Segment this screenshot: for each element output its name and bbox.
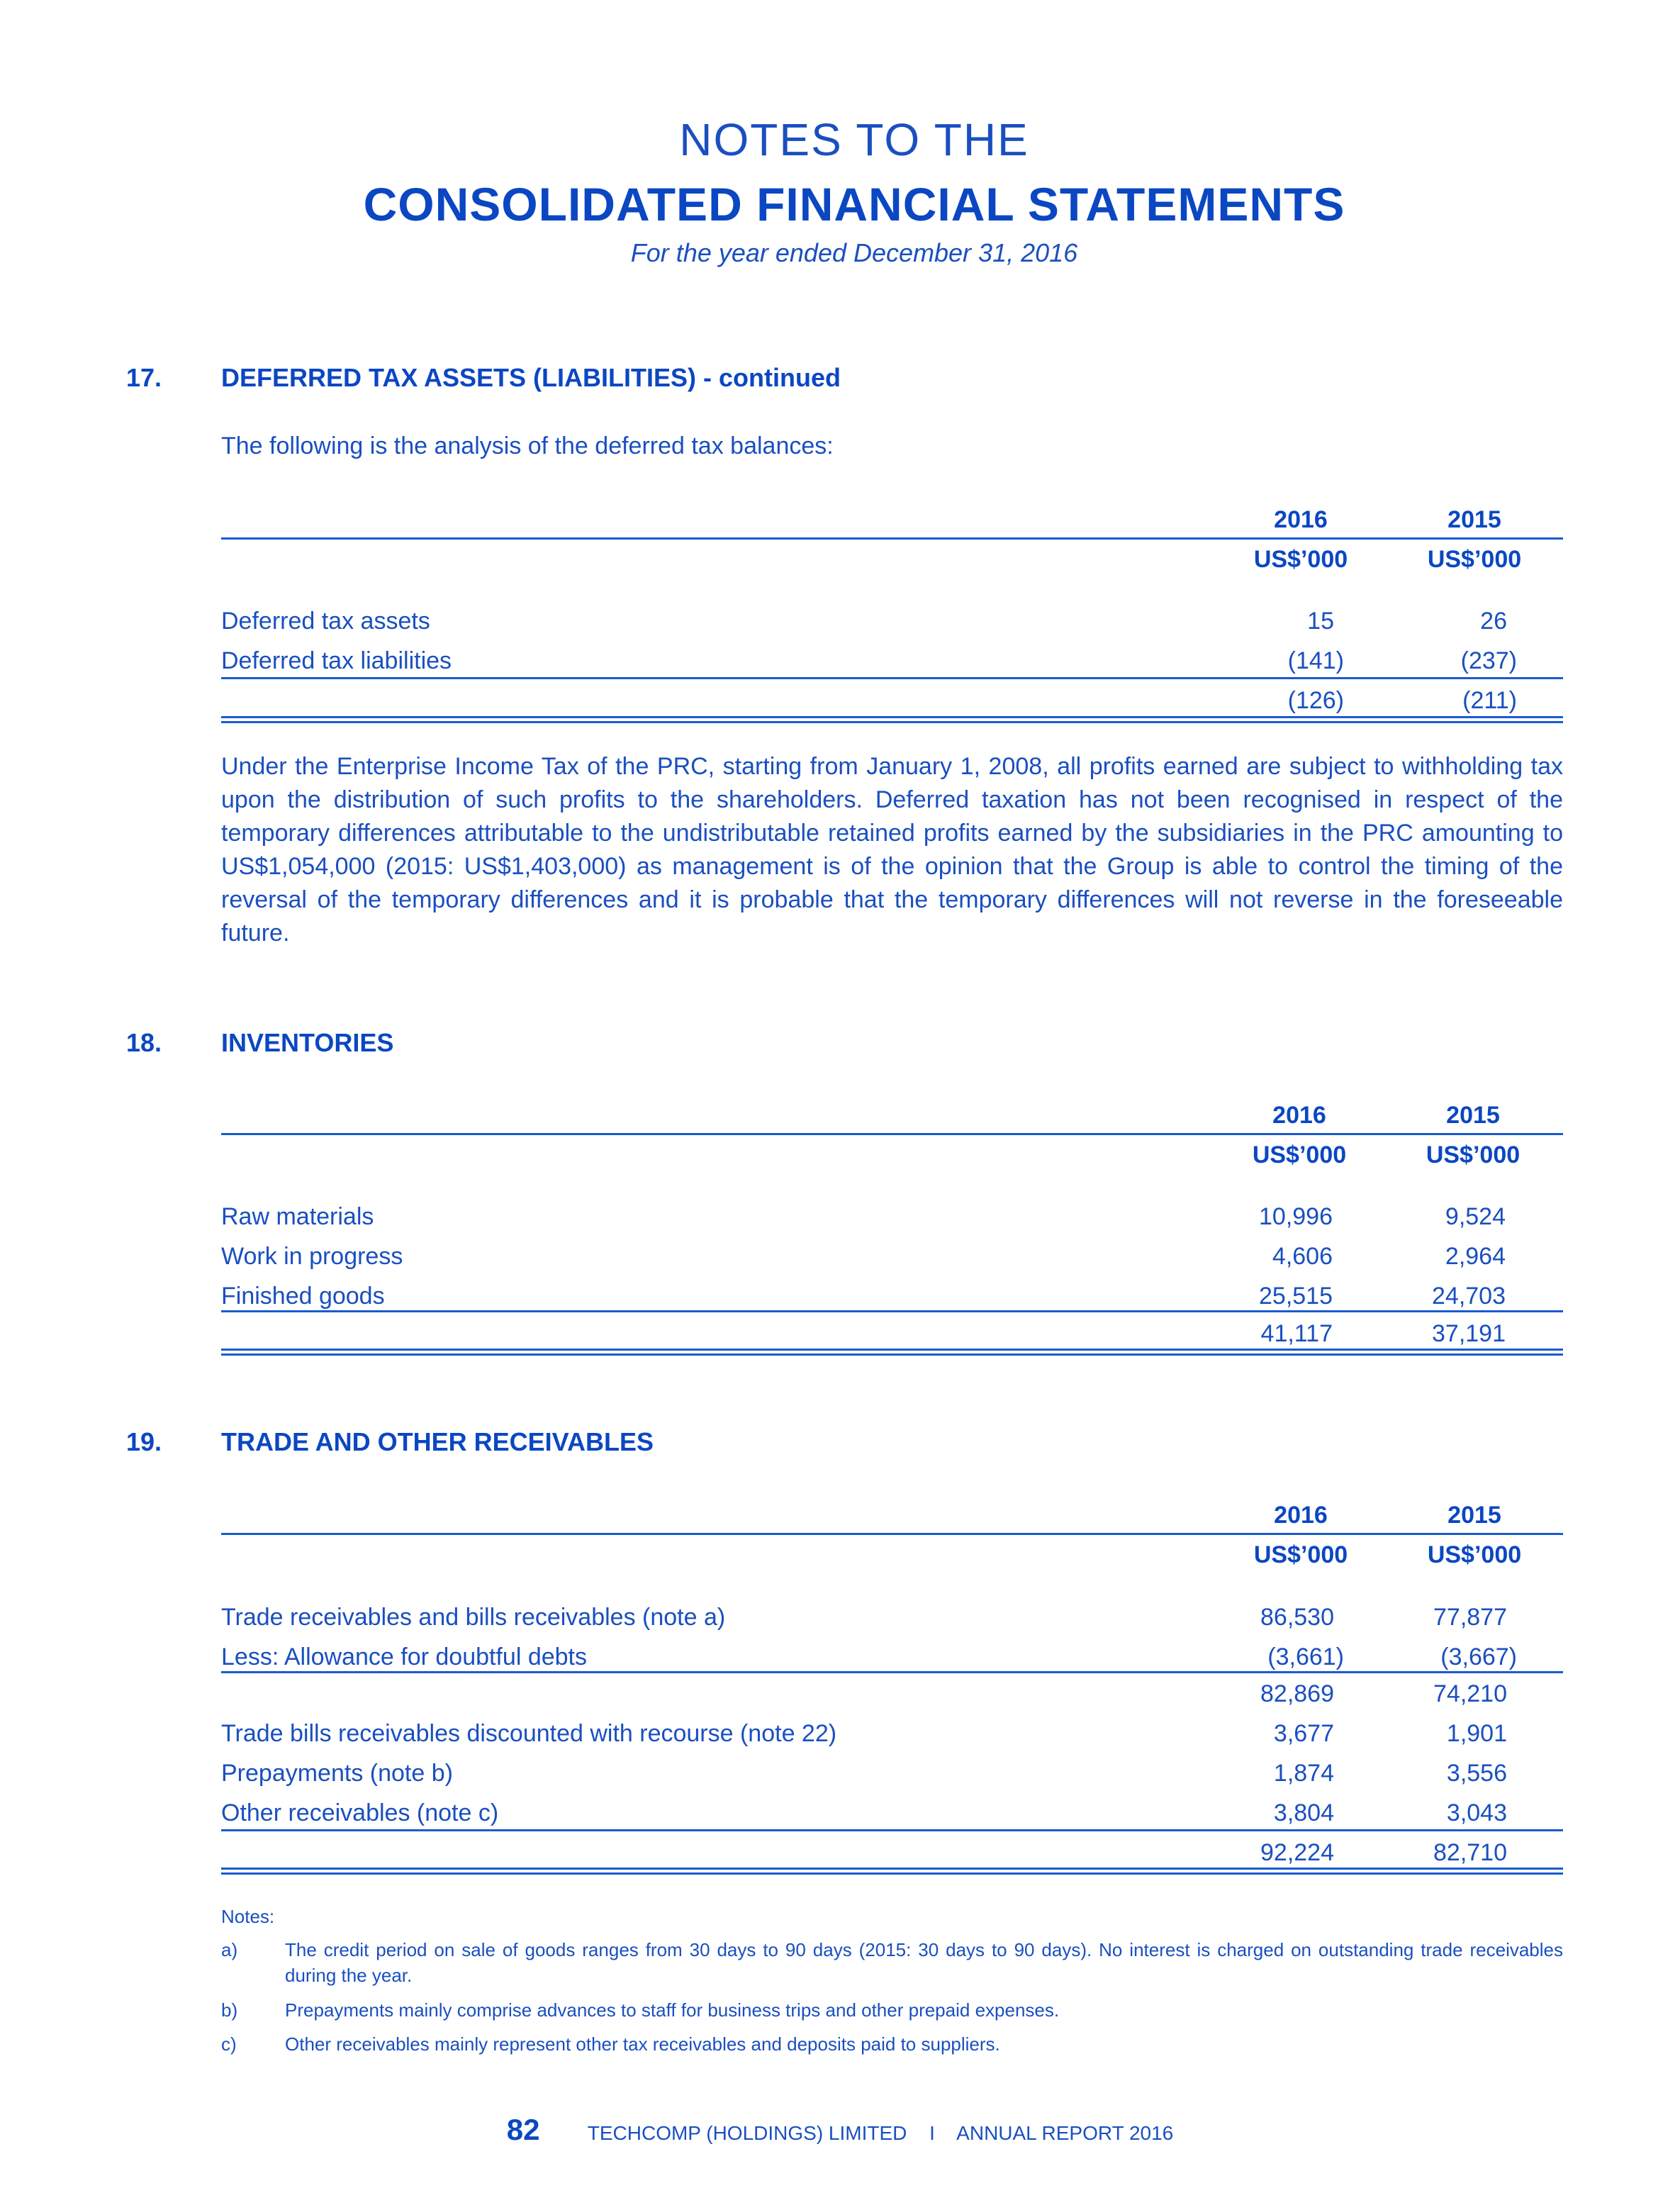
value-2015: (3,667)	[1440, 1643, 1517, 1670]
total-2016: (126)	[1287, 687, 1344, 714]
row-label: Trade bills receivables discounted with recourse (note 22)	[221, 1720, 837, 1747]
row-label: Trade receivables and bills receivables (note a)	[221, 1604, 726, 1631]
footer-report: ANNUAL REPORT 2016	[956, 2122, 1174, 2144]
note-text: Prepayments mainly comprise advances to staff for business trips and other prepaid expenses.	[285, 1999, 1060, 2021]
subtotal-rule	[221, 677, 1563, 679]
unit-header-2015: US$’000	[1426, 1142, 1521, 1168]
col-header-2015: 2015	[1447, 1502, 1501, 1529]
subtotal-rule	[221, 1310, 1563, 1312]
note-text: The credit period on sale of goods ranges from 30 days to 90 days (2015: 30 days to 90 days). No interest is charged on outstanding trade receivables during the year.	[285, 1939, 1563, 1986]
total-2016: 41,117	[1260, 1320, 1333, 1347]
value-2016: 3,804	[1273, 1799, 1334, 1826]
unit-header-2016: US$’000	[1253, 546, 1348, 573]
col-header-2015: 2015	[1446, 1102, 1500, 1129]
subtotal-rule	[221, 1671, 1563, 1673]
total-2016: 92,224	[1260, 1839, 1334, 1866]
page-number: 82	[506, 2113, 540, 2146]
footer-separator: I	[929, 2122, 935, 2144]
note-text: Other receivables mainly represent other tax receivables and deposits paid to suppliers.	[285, 2033, 1000, 2055]
header-rule	[221, 1133, 1563, 1135]
row-label: Deferred tax liabilities	[221, 647, 452, 674]
row-label: Other receivables (note c)	[221, 1799, 499, 1826]
unit-header-2016: US$’000	[1253, 1541, 1348, 1568]
footer-company: TECHCOMP (HOLDINGS) LIMITED	[587, 2122, 907, 2144]
subtotal-2016: 82,869	[1260, 1680, 1334, 1707]
page-footer	[0, 2113, 1680, 2147]
note-label: a)	[221, 1939, 238, 1960]
row-label: Less: Allowance for doubtful debts	[221, 1643, 587, 1670]
value-2016: 10,996	[1259, 1203, 1333, 1230]
value-2016: 3,677	[1273, 1720, 1334, 1747]
value-2016: 1,874	[1273, 1760, 1334, 1787]
total-2015: (211)	[1462, 687, 1517, 714]
section-19-number: 19.	[126, 1427, 162, 1456]
note-label: c)	[221, 2033, 237, 2055]
col-header-2016: 2016	[1272, 1102, 1326, 1129]
value-2015: 1,901	[1446, 1720, 1507, 1747]
total-double-rule	[221, 716, 1563, 723]
value-2015: 77,877	[1433, 1604, 1507, 1631]
section-17-intro: The following is the analysis of the deferred tax balances:	[221, 432, 834, 459]
section-18-title: INVENTORIES	[221, 1028, 394, 1057]
total-double-rule	[221, 1349, 1563, 1356]
value-2016: 15	[1307, 608, 1334, 635]
col-header-2015: 2015	[1447, 506, 1501, 533]
unit-header-2015: US$’000	[1427, 546, 1522, 573]
header-rule	[221, 537, 1563, 540]
value-2016: (141)	[1287, 647, 1344, 674]
notes-heading: Notes:	[221, 1906, 275, 1927]
section-18-number: 18.	[126, 1028, 162, 1057]
section-19-title: TRADE AND OTHER RECEIVABLES	[221, 1427, 654, 1456]
section-17-title: DEFERRED TAX ASSETS (LIABILITIES) - continued	[221, 363, 841, 392]
page-title-line2: CONSOLIDATED FINANCIAL STATEMENTS	[363, 178, 1345, 230]
col-header-2016: 2016	[1274, 506, 1328, 533]
section-17-number: 17.	[126, 363, 162, 392]
value-2016: (3,661)	[1267, 1643, 1344, 1670]
subtotal-rule	[221, 1829, 1563, 1831]
page-title-line1: NOTES TO THE	[679, 114, 1029, 165]
section-17-paragraph: Under the Enterprise Income Tax of the PRC, starting from January 1, 2008, all profits earned are subject to withholding tax upon the distribution of such profits to the shareholders. Deferred taxation has not been recognised in respect of the temporary differences attributable to the undistributable retained profits earned by the subsidiaries in the PRC amounting to US$1,054,000 (2015: US$1,403,000) as management is of the opinion that the Group is able to control the timing of the reversal of the temporary differences and it is probable that the temporary differences will not reverse in the foreseeable future.	[221, 753, 1563, 947]
unit-header-2015: US$’000	[1427, 1541, 1522, 1568]
row-label: Deferred tax assets	[221, 608, 430, 635]
value-2015: 2,964	[1445, 1243, 1506, 1270]
value-2015: (237)	[1460, 647, 1517, 674]
value-2015: 9,524	[1445, 1203, 1506, 1230]
row-label: Work in progress	[221, 1243, 403, 1270]
value-2015: 3,043	[1446, 1799, 1507, 1826]
page-subtitle: For the year ended December 31, 2016	[630, 238, 1078, 267]
value-2016: 25,515	[1259, 1283, 1333, 1310]
header-rule	[221, 1533, 1563, 1535]
note-label: b)	[221, 1999, 238, 2021]
total-double-rule	[221, 1868, 1563, 1875]
value-2016: 86,530	[1260, 1604, 1334, 1631]
row-label: Raw materials	[221, 1203, 374, 1230]
value-2015: 24,703	[1432, 1283, 1506, 1310]
total-2015: 37,191	[1432, 1320, 1506, 1347]
value-2016: 4,606	[1272, 1243, 1333, 1270]
col-header-2016: 2016	[1274, 1502, 1328, 1529]
subtotal-2015: 74,210	[1433, 1680, 1507, 1707]
value-2015: 26	[1480, 608, 1507, 635]
value-2015: 3,556	[1446, 1760, 1507, 1787]
row-label: Prepayments (note b)	[221, 1760, 453, 1787]
row-label: Finished goods	[221, 1283, 385, 1310]
total-2015: 82,710	[1433, 1839, 1507, 1866]
unit-header-2016: US$’000	[1252, 1142, 1347, 1168]
